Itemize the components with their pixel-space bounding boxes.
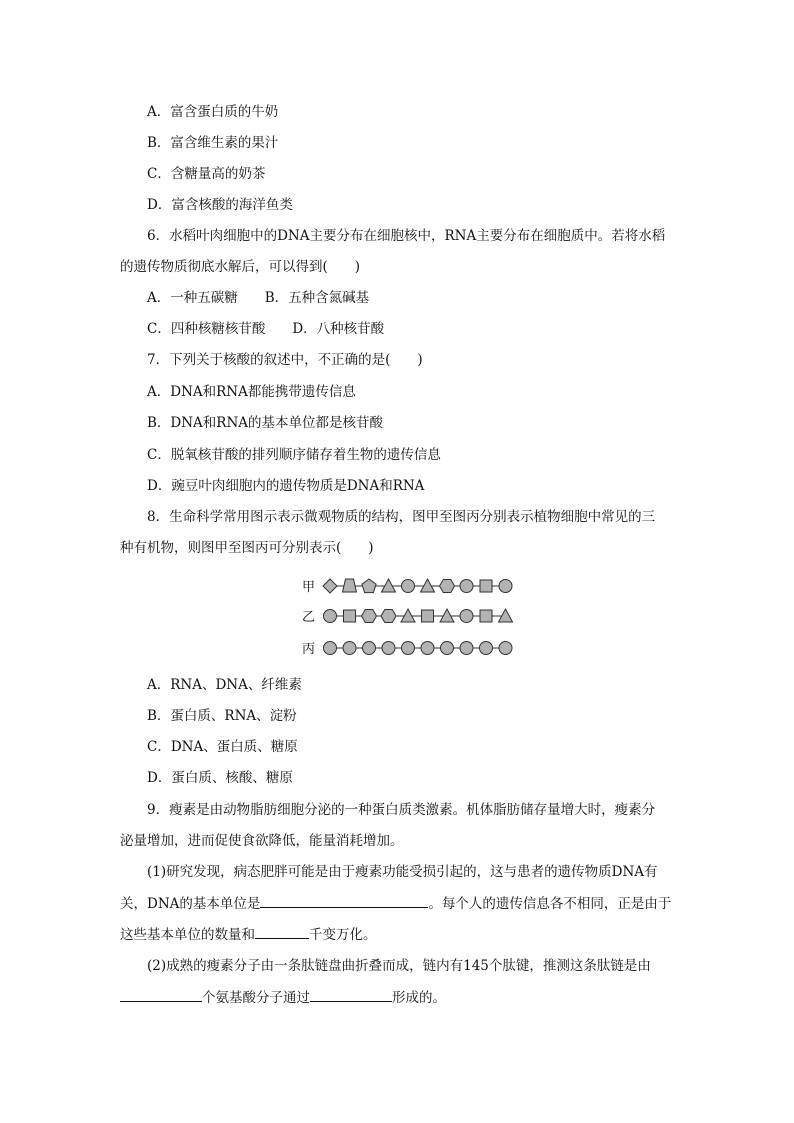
q6-options-cd: C．四种核糖核苷酸 D．八种核苷酸	[147, 321, 385, 337]
q7-option-a: A．DNA和RNA都能携带遗传信息	[147, 384, 356, 400]
monomer-hexagon	[440, 580, 455, 593]
monomer-circle	[324, 642, 337, 655]
monomer-trapezoid	[343, 579, 357, 592]
diagram-row-label: 乙	[302, 610, 316, 625]
q5-option-a: A．富含蛋白质的牛奶	[147, 104, 279, 120]
q7-option-d: D．豌豆叶肉细胞内的遗传物质是DNA和RNA	[147, 478, 425, 494]
diagram-row-label: 甲	[302, 580, 316, 595]
q6-stem-line2: 的遗传物质彻底水解后，可以得到( )	[120, 259, 361, 275]
q6-options-ab: A．一种五碳糖 B．五种含氮碱基	[147, 290, 370, 306]
monomer-circle	[480, 642, 493, 655]
answer-blank-reaction-type[interactable]	[310, 987, 392, 1002]
q8-stem-line1: 8．生命科学常用图示表示微观物质的结构，图甲至图丙分别表示植物细胞中常见的三	[147, 509, 656, 525]
q9-part1-text-c: 这些基本单位的数量和	[120, 927, 255, 943]
monomer-circle	[402, 580, 415, 593]
q7-option-c: C．脱氧核苷酸的排列顺序储存着生物的遗传信息	[147, 447, 441, 463]
answer-blank-amino-acid-count[interactable]	[120, 987, 202, 1002]
q7-stem: 7．下列关于核酸的叙述中，不正确的是( )	[147, 352, 423, 368]
q9-part1-text-b: 。每个人的遗传信息各不相同，正是由于	[428, 896, 672, 912]
monomer-circle	[343, 642, 356, 655]
q9-part2-text-a: 个氨基酸分子通过	[202, 990, 310, 1006]
q8-option-d: D．蛋白质、核酸、糖原	[147, 770, 293, 786]
answer-blank-basic-unit[interactable]	[260, 893, 428, 908]
q9-part2-line2	[120, 987, 446, 1008]
monomer-circle	[499, 580, 512, 593]
monomer-circle	[460, 580, 473, 593]
monomer-square	[422, 610, 434, 622]
q8-option-b: B．蛋白质、RNA、淀粉	[147, 708, 297, 724]
monomer-square	[480, 580, 492, 592]
monomer-diamond	[323, 579, 337, 593]
answer-blank-arrangement[interactable]	[255, 924, 309, 939]
q9-part1-text-d: 千变万化。	[309, 927, 377, 943]
monomer-circle	[460, 610, 473, 623]
monomer-pentagon	[362, 579, 376, 593]
q5-option-b: B．富含维生素的果汁	[147, 135, 279, 151]
q8-option-c: C．DNA、蛋白质、糖原	[147, 739, 298, 755]
q8-option-a: A．RNA、DNA、纤维素	[147, 677, 302, 693]
q9-part2-text-b: 形成的。	[392, 990, 446, 1006]
monomer-square	[344, 610, 356, 622]
monomer-square	[480, 610, 492, 622]
monomer-hexagon	[381, 610, 396, 623]
q8-stem-line2: 种有机物，则图甲至图丙可分别表示( )	[120, 540, 374, 556]
q9-stem-line2: 泌量增加，进而促使食欲降低，能量消耗增加。	[120, 833, 404, 849]
q5-option-d: D．富含核酸的海洋鱼类	[147, 197, 293, 213]
monomer-hexagon	[362, 610, 377, 623]
monomer-circle	[324, 610, 337, 623]
q9-stem-line1: 9．瘦素是由动物脂肪细胞分泌的一种蛋白质类激素。机体脂肪储存量增大时，瘦素分	[147, 802, 656, 818]
q9-part1-text-a: 关，DNA的基本单位是	[120, 896, 261, 912]
q7-option-b: B．DNA和RNA的基本单位都是核苷酸	[147, 415, 384, 431]
q9-part1-line1: (1)研究发现，病态肥胖可能是由于瘦素功能受损引起的，这与患者的遗传物质DNA有	[147, 864, 658, 880]
q9-part1-line2	[120, 893, 671, 914]
monomer-circle	[441, 642, 454, 655]
monomer-circle	[421, 642, 434, 655]
q9-part2-line1: (2)成熟的瘦素分子由一条肽链盘曲折叠而成，链内有145个肽键，推测这条肽链是由	[147, 958, 651, 974]
diagram-row-label: 丙	[302, 642, 316, 657]
q9-part1-line3	[120, 924, 377, 945]
monomer-circle	[460, 642, 473, 655]
monomer-circle	[499, 642, 512, 655]
monomer-circle	[382, 642, 395, 655]
monomer-circle	[402, 642, 415, 655]
q6-stem-line1: 6．水稻叶肉细胞中的DNA主要分布在细胞核中，RNA主要分布在细胞质中。若将水稻	[147, 228, 666, 244]
monomer-circle	[363, 642, 376, 655]
q5-option-c: C．含糖量高的奶茶	[147, 166, 266, 182]
